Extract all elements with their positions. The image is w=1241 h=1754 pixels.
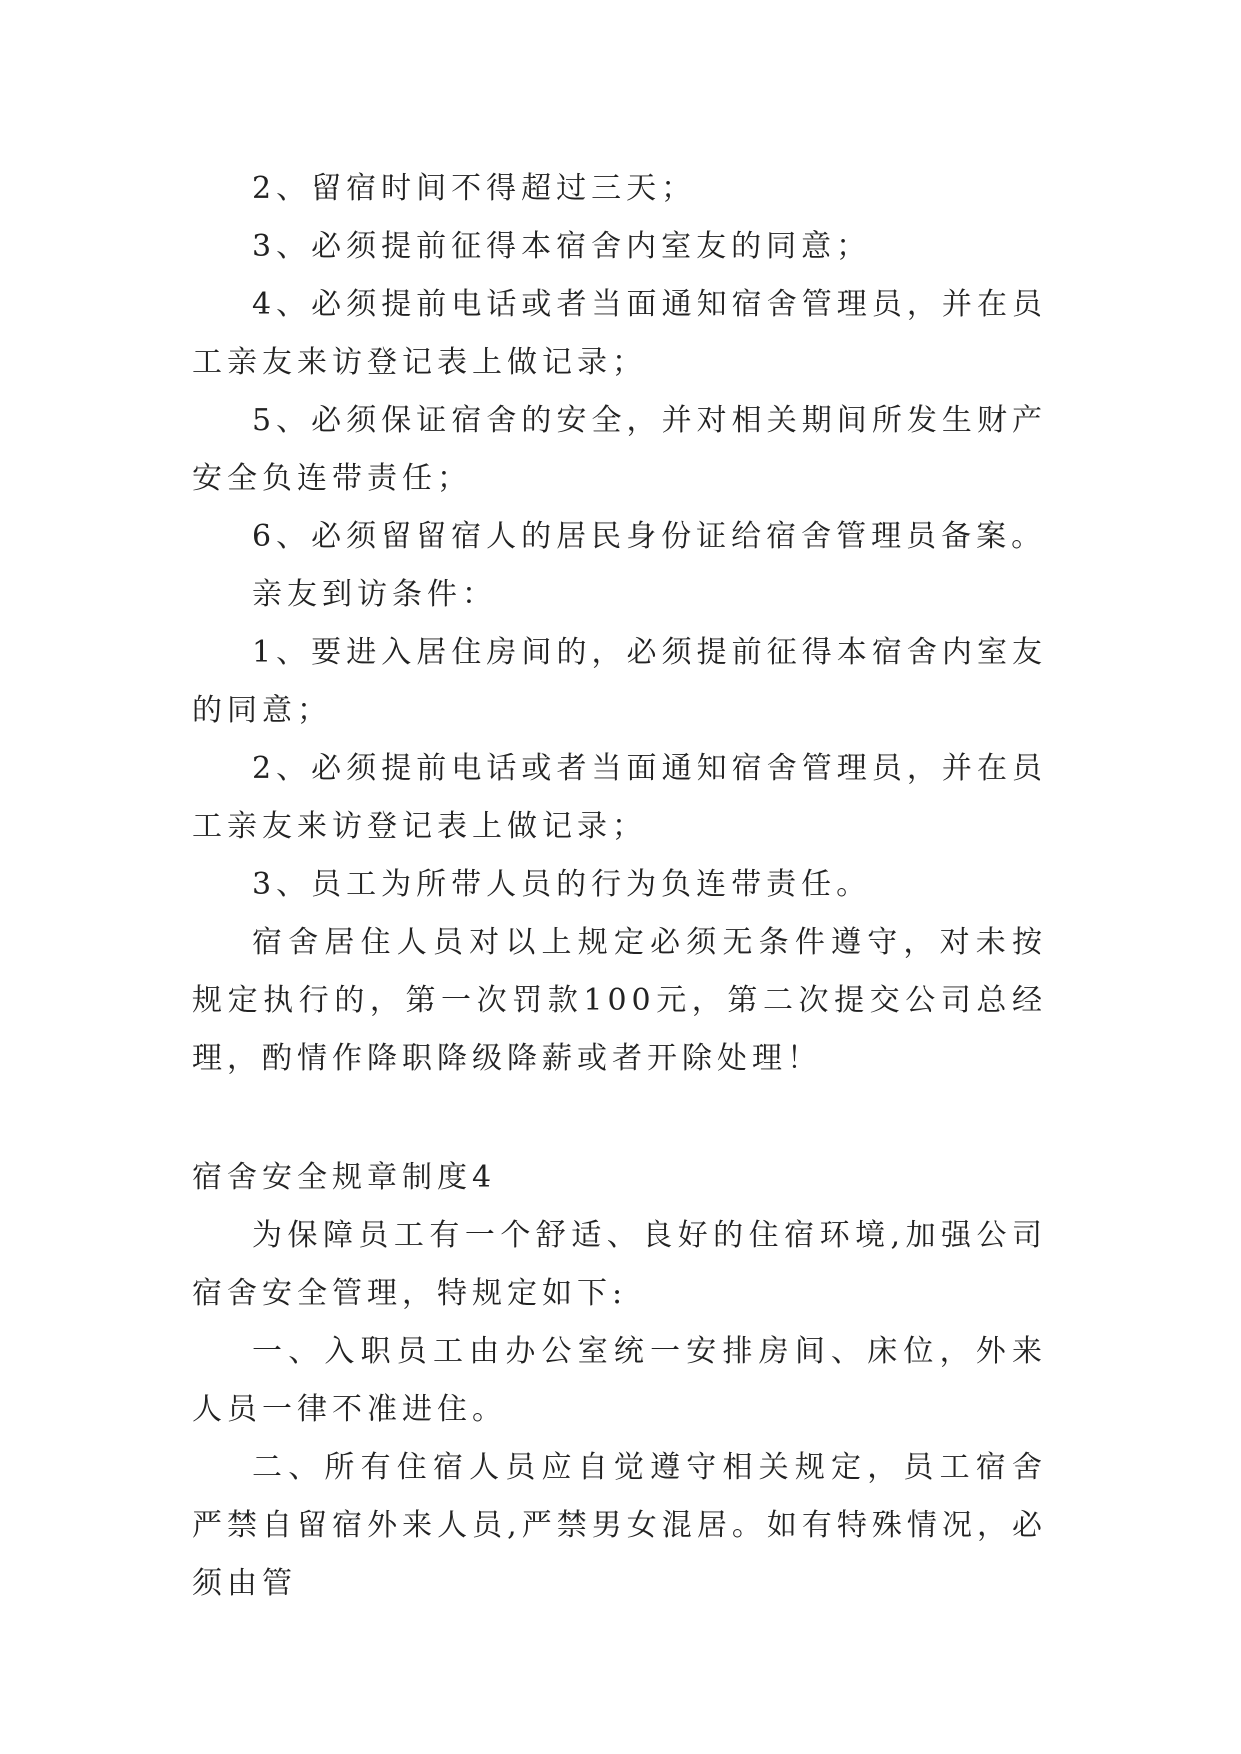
regulation-item-2: 二、所有住宿人员应自觉遵守相关规定，员工宿舍严禁自留宿外来人员,严禁男女混居。如有特殊情况，必须由管: [192, 1450, 1047, 1601]
rule-item-6-id-record: 6、必须留留宿人的居民身份证给宿舍管理员备案。: [252, 519, 1047, 554]
visit-condition-1: 1、要进入居住房间的，必须提前征得本宿舍内室友的同意；: [192, 635, 1047, 728]
rule-item-5-safety-liability: 5、必须保证宿舍的安全，并对相关期间所发生财产安全负连带责任；: [192, 403, 1047, 496]
regulation-item-1: 一、入职员工由办公室统一安排房间、床位，外来人员一律不准进住。: [192, 1334, 1047, 1427]
visit-conditions-heading: 亲友到访条件：: [252, 577, 497, 612]
rule-item-2-stay-duration: 2、留宿时间不得超过三天；: [252, 171, 697, 206]
penalty-paragraph: 宿舍居住人员对以上规定必须无条件遵守，对未按规定执行的，第一次罚款100元，第二次提交公司总经理，酌情作降职降级降薪或者开除处理！: [192, 925, 1047, 1076]
intro-paragraph: 为保障员工有一个舒适、良好的住宿环境,加强公司宿舍安全管理，特规定如下:: [192, 1218, 1047, 1311]
rule-item-3-roommate-consent: 3、必须提前征得本宿舍内室友的同意；: [252, 229, 872, 264]
section-title: 宿舍安全规章制度4: [192, 1160, 497, 1195]
document-body: [192, 160, 1047, 1613]
visit-condition-2: 2、必须提前电话或者当面通知宿舍管理员，并在员工亲友来访登记表上做记录；: [192, 751, 1047, 844]
visit-condition-3: 3、员工为所带人员的行为负连带责任。: [252, 867, 872, 902]
rule-item-4-notify-manager: 4、必须提前电话或者当面通知宿舍管理员，并在员工亲友来访登记表上做记录；: [192, 287, 1047, 380]
